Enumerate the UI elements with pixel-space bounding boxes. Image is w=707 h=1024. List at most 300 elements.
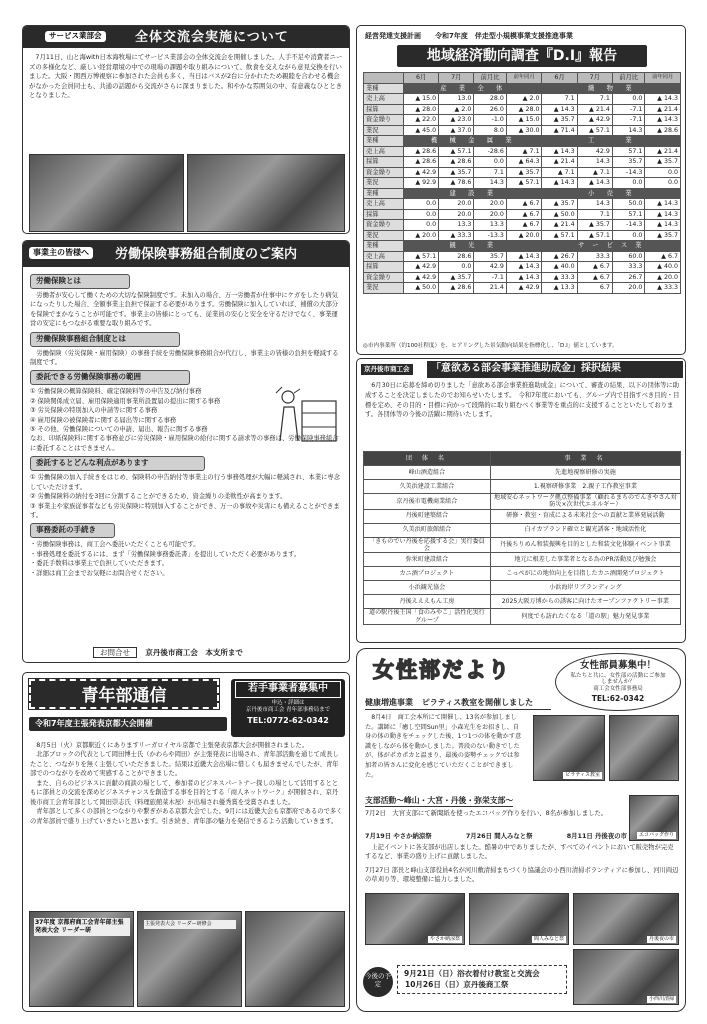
women-branch-1: 7月2日 大宮支部にて新聞紙を使ったエコバッグ作りを行い、8名が参加しました。	[365, 809, 608, 817]
youth-body-2: 北部ブロックの代表として岡田博士氏（かわらや岡田）が主張発表に出場され、青年部活動を通じて成長したこと、つながりを無く主張していただきました。結果は近畿大会出場に惜しくも届きませんでしたが、青年部でのつながりを改めて実感することができました。	[30, 751, 339, 778]
di-cell: ▲ 28.6	[439, 283, 474, 294]
labor-s4-heading: 委託するとどんな利点があります	[30, 456, 205, 471]
women-event-item: 8月11日 丹後夜の市	[566, 832, 627, 840]
di-col: 7月	[577, 73, 612, 84]
youth-photo-banner-1: 37年度 京都府商工会青年部主張発表大会 リーダー研	[34, 918, 130, 936]
grp-org: カニ酒プロジェクト	[364, 567, 491, 581]
di-cell: 7.1	[542, 94, 577, 105]
labor-s1-body: 労働者が安心して働くための大切な保険制度です。未加入の場合、万一労働者が仕事中にケガをしたり病気になったりした場合、全額事業主負担で保証する必要があります。労働保険に加入していれば、補償の大部分を保険でまかなうことが可能です。事業主の皆様にとっても、従業員の安心と安全を守るだけでなく、事業運営の安定にもつながる重要な取り組みです。	[30, 291, 339, 328]
youth-photo-3	[245, 911, 345, 1007]
women-photo-yasaka	[365, 893, 465, 945]
labor-s5-item: ・事務処理を委託するには、まず「労働保険事務委託書」を提出していただく必要があります。	[30, 550, 301, 558]
di-row-label: 売上高	[364, 199, 404, 210]
di-cell: ▲ 22.0	[404, 115, 439, 126]
di-cell: 6.7	[577, 283, 612, 294]
di-cell: ▲ 42.9	[404, 262, 439, 273]
di-col-cat: 業種	[364, 136, 404, 147]
di-cell: ▲ 40.0	[542, 262, 577, 273]
di-cell: 20.0	[612, 283, 644, 294]
di-col: 6月	[404, 73, 439, 84]
di-cell: 13.0	[439, 94, 474, 105]
di-section-header-row	[364, 83, 681, 94]
di-cell: ▲ 71.4	[542, 125, 577, 136]
di-section-right: サ ー ビ ス 業	[542, 241, 681, 252]
di-section	[356, 25, 686, 355]
grp-org: 「きものでい丹後を応援する会」実行委員会	[364, 537, 491, 553]
photo-caption: 間人みなと祭	[533, 935, 564, 942]
service-title: 全体交流会実施について	[135, 30, 289, 45]
di-cell: ▲ 14.3	[506, 272, 542, 283]
di-cell: ▲ 42.9	[506, 283, 542, 294]
youth-recruit-tel: TEL:0772-62-0342	[247, 716, 329, 726]
di-cell: ▲ 21.4	[645, 104, 681, 115]
di-cell: 28.0	[474, 94, 506, 105]
di-cell: 28.6	[439, 251, 474, 262]
di-cell: ▲ 23.0	[439, 115, 474, 126]
labor-s5-heading: 事務委託の手続き	[30, 523, 115, 538]
di-cell: 60.0	[612, 251, 644, 262]
di-cell: ▲ 6.7	[645, 251, 681, 262]
di-cell: 14.3	[577, 199, 612, 210]
women-branch-2-list	[365, 832, 627, 841]
women-future	[397, 965, 567, 994]
di-row	[364, 178, 681, 189]
labor-s4-item: ② 労働保険料の納付を3回に分割することができるため、資金繰りの柔軟性が高まります。	[30, 493, 287, 501]
di-cell: ▲ 21.4	[542, 220, 577, 231]
di-row-label: 業況	[364, 125, 404, 136]
di-cell: ▲ 21.4	[645, 146, 681, 157]
labor-s3-heading: 委託できる労働保険事務の範囲	[30, 370, 190, 385]
di-row-label: 業況	[364, 178, 404, 189]
di-row-label: 売上高	[364, 146, 404, 157]
di-cell: 35.7	[474, 251, 506, 262]
di-cell: ▲ 28.6	[404, 157, 439, 168]
di-cell: ▲ 92.9	[404, 178, 439, 189]
di-cell: 20.0	[474, 199, 506, 210]
di-cell: ▲ 6.7	[506, 209, 542, 220]
di-row	[364, 167, 681, 178]
di-cell: ▲ 14.3	[542, 146, 577, 157]
di-cell: ▲ 57.1	[439, 146, 474, 157]
women-recruit-tel: TEL:62-0342	[591, 694, 645, 704]
di-row-label: 売上高	[364, 251, 404, 262]
grp-org: 丹後えええもん工房	[364, 595, 491, 609]
di-row	[364, 262, 681, 273]
contact-label: お問合せ	[93, 647, 137, 658]
di-cell: ▲ 2.0	[439, 104, 474, 115]
di-cell: 57.1	[612, 209, 644, 220]
women-photo-konishi	[573, 949, 679, 1005]
di-table-body	[364, 83, 681, 293]
grp-table-wrap	[363, 451, 681, 625]
di-title-text: 地域経済動向調査『D.I』報告	[426, 48, 618, 64]
di-cell: ▲ 57.1	[577, 125, 612, 136]
motivated-title: 「意欲ある部会事業推進助成金」採択結果	[427, 361, 683, 378]
grp-org: 峰山酒造組合	[364, 466, 491, 480]
di-cell: 50.0	[612, 199, 644, 210]
di-cell: 13.3	[439, 220, 474, 231]
youth-body-1: 8月5日（火）京都駅近くにありますリーガロイヤル京都で主張発表京都大会が開催されました。	[36, 742, 309, 749]
di-cell: ▲ 33.3	[439, 230, 474, 241]
di-cell: -7.1	[612, 115, 644, 126]
di-cell: ▲ 21.4	[542, 157, 577, 168]
youth-section	[22, 672, 350, 1012]
di-cell: 7.1	[577, 209, 612, 220]
di-row	[364, 115, 681, 126]
di-col: 前月比	[474, 73, 506, 84]
labor-s3-item: ② 保険関係成立届、雇用保険適用事業所設置届の提出に関する事務	[30, 397, 221, 405]
grp-org: 久美浜建設工業組合	[364, 480, 491, 494]
di-cell: -14.3	[612, 220, 644, 231]
grp-row	[364, 537, 681, 553]
di-section-right: 織 物 業	[542, 83, 681, 94]
di-cell: ▲ 28.6	[404, 146, 439, 157]
youth-body	[30, 741, 344, 826]
di-row-label: 資金繰り	[364, 272, 404, 283]
di-cell: ▲ 42.9	[404, 272, 439, 283]
labor-s4-item: ③ 事業主や家族従事者なども労災保険に特別加入することができ、万一の事故や災害にも備えることができます。	[30, 502, 340, 519]
grp-table-body	[364, 466, 681, 625]
labor-content	[30, 271, 344, 578]
di-section-right: 工 業	[542, 136, 681, 147]
grp-project: 丹後ちりめん和装振興を目的とした和装文化体験イベント事業	[490, 537, 680, 553]
di-row-label: 採算	[364, 104, 404, 115]
di-cell: ▲ 14.3	[645, 94, 681, 105]
women-recruit-org: 商工会女性部事務局	[593, 686, 643, 693]
di-cell: 20.0	[439, 209, 474, 220]
di-section-left: 機 械 金 属 業	[404, 136, 542, 147]
di-row	[364, 220, 681, 231]
women-section	[356, 648, 686, 1012]
di-row	[364, 146, 681, 157]
youth-recruit-org: 京丹後市商工会 青年部事務局まで	[245, 707, 331, 714]
di-col: 前年同月	[506, 73, 542, 84]
di-cell: ▲ 37.0	[439, 125, 474, 136]
di-cell: ▲ 33.3	[645, 283, 681, 294]
di-cell: 35.7	[612, 157, 644, 168]
di-cell: ▲ 20.0	[506, 230, 542, 241]
labor-s3-item: なお、印紙保険料に関する事務並びに労災保険・雇用保険の給付に関する請求等の事務は、労働保険事務組合に委託することはできません。	[30, 435, 339, 452]
women-photo-pilates-1	[533, 715, 605, 781]
di-cell: ▲ 50.0	[542, 209, 577, 220]
grp-org: 小浜観光協会	[364, 581, 491, 595]
labor-s5-item: ・委託手数料は事業主で負担していただきます。	[30, 560, 169, 568]
di-section-header-row	[364, 188, 681, 199]
women-event-item: 7月26日 間人みなと祭	[465, 832, 533, 840]
youth-photo-2	[137, 911, 242, 1007]
youth-body-4: 青年部として多くの部員とつながりや繋ぎがある京都大会でした。9月には近畿大会も京都府であるので多くの青年部員で盛り上げていきたいと思います。引き続き、青年部の魅力を発信できるよう活動していきます。	[30, 808, 343, 825]
women-recruit	[555, 653, 681, 711]
office-illustration	[272, 383, 344, 445]
labor-s5-item: ・労働保険事務は、商工会へ委託いただくことも可能です。	[30, 541, 200, 549]
service-section	[22, 25, 350, 234]
photo-caption: 丹後夜の市	[648, 935, 674, 942]
motivated-tag: 京丹後市商工会	[361, 364, 413, 375]
di-cell: -1.0	[474, 115, 506, 126]
di-cell: ▲ 7.1	[577, 167, 612, 178]
grp-col2: 事 業 名	[490, 452, 680, 466]
di-row	[364, 94, 681, 105]
di-cell: ▲ 14.3	[506, 262, 542, 273]
di-col: 6月	[542, 73, 577, 84]
grp-project: こっぺがにの地位向上を目指したカニ酒開発プロジェクト	[490, 567, 680, 581]
di-cell: ▲ 15.0	[506, 115, 542, 126]
di-cell: ▲ 35.7	[506, 167, 542, 178]
grp-project: 白イカブランド確立と観光誘客・地域活性化	[490, 523, 680, 537]
photo-caption: 小西川清掃	[648, 995, 674, 1002]
di-col-cat	[364, 73, 404, 84]
youth-photo-banner-2: 主張発表大会 リーダー研修会	[144, 920, 236, 929]
di-cell: ▲ 14.3	[645, 209, 681, 220]
di-row	[364, 104, 681, 115]
di-cell: ▲ 42.9	[577, 115, 612, 126]
service-body: 7月11日、山と海with日本海牧場にてサービス業部会の全体交流会を開催しました。人手不足や消費者ニーズの多様化など、厳しい経営環境の中での現場の課題や取り組みについて、飲食を交えながら意見交換を行いました。大阪・関西万博視察に参加された会員も多く、当日はバスが2台に分かれたため親睦を合わせる機会がなかった会員同士も、共通の話題から交流がさらに深まりました。和やかな雰囲気の中、有意義なひとときとなりました。	[29, 53, 343, 100]
labor-contact	[93, 648, 243, 659]
women-future-label: 今後の予定	[363, 967, 393, 997]
di-cell: ▲ 45.0	[404, 125, 439, 136]
di-col-cat: 業種	[364, 188, 404, 199]
di-cell: 7.1	[577, 94, 612, 105]
di-cell: 33.3	[577, 251, 612, 262]
labor-title: 労働保険事務組合制度のご案内	[115, 247, 298, 262]
di-cell: 42.9	[577, 146, 612, 157]
grp-table	[363, 451, 681, 625]
di-cell: 0.0	[404, 199, 439, 210]
di-cell: 13.3	[474, 220, 506, 231]
di-row-label: 資金繰り	[364, 115, 404, 126]
di-section-left: 建 設 業	[404, 188, 542, 199]
grp-row	[364, 595, 681, 609]
di-col: 前月比	[612, 73, 644, 84]
youth-title	[29, 679, 219, 709]
youth-title-text: 青年部通信	[81, 686, 167, 706]
di-cell: ▲ 14.3	[577, 178, 612, 189]
labor-s5-item: ・詳細は商工会までお気軽にお問合せください。	[30, 569, 169, 577]
di-row	[364, 251, 681, 262]
di-row	[364, 272, 681, 283]
grp-org: 道の駅丹後王国「食のみやこ」活性化実行グループ	[364, 609, 491, 625]
grp-col1: 団 体 名	[364, 452, 491, 466]
di-cell: 0.0	[612, 94, 644, 105]
women-recruit-title: 女性部員募集中！	[579, 660, 656, 671]
labor-s3-item: ③ 労災保険の特別加入の申請等に関する事務	[30, 407, 158, 415]
di-cell: ▲ 7.1	[506, 146, 542, 157]
di-cell: ▲ 78.6	[439, 178, 474, 189]
di-cell: 14.3	[577, 157, 612, 168]
women-photo-ecobag	[629, 795, 679, 841]
di-subtitle: 経営発達支援計画 令和7年度 伴走型小規模事業支援推進事業	[365, 32, 573, 40]
women-event-heading	[365, 697, 551, 710]
di-cell: -13.3	[474, 230, 506, 241]
di-cell: ▲ 20.0	[404, 230, 439, 241]
di-cell: 0.0	[645, 167, 681, 178]
di-cell: ▲ 6.7	[577, 272, 612, 283]
grp-row	[364, 567, 681, 581]
grp-project: 何度でも訪れたくなる「道の駅」魅力発見事業	[490, 609, 680, 625]
di-row	[364, 157, 681, 168]
di-row	[364, 283, 681, 294]
women-photo-taiza	[469, 893, 569, 945]
grp-row	[364, 553, 681, 567]
di-cell: -14.3	[612, 167, 644, 178]
grp-row	[364, 466, 681, 480]
di-cell: ▲ 28.6	[645, 125, 681, 136]
di-cell: ▲ 14.3	[645, 199, 681, 210]
labor-s2-heading: 労働保険事務組合制度とは	[30, 332, 180, 347]
di-table	[363, 72, 681, 294]
di-cell: ▲ 50.0	[404, 283, 439, 294]
contact-text: 京丹後市商工会 本支所まで	[145, 648, 243, 658]
di-col: 前年同月	[645, 73, 681, 84]
women-event-title: ピラティス教室を開催しました	[421, 698, 534, 707]
photo-caption: ピラティス教室	[565, 771, 600, 778]
di-cell: 0.0	[645, 178, 681, 189]
motivated-section	[356, 358, 686, 643]
di-cell: -7.1	[474, 272, 506, 283]
youth-recruit	[231, 679, 345, 737]
di-section-header-row	[364, 241, 681, 252]
grp-org: 久美浜町旅館組合	[364, 523, 491, 537]
di-cell: ▲ 57.1	[506, 178, 542, 189]
di-cell: ▲ 14.3	[645, 115, 681, 126]
di-cell: 14.3	[474, 178, 506, 189]
di-cell: 21.4	[474, 283, 506, 294]
grp-row	[364, 609, 681, 625]
grp-project: 先進地視察研修の実施	[490, 466, 680, 480]
di-cell: ▲ 57.1	[404, 251, 439, 262]
di-row-label: 採算	[364, 157, 404, 168]
di-cell: 0.0	[474, 157, 506, 168]
di-note: ◎市内事業所（約100社程度）を、ヒアリングした景気動向結果を指標化し、「D.I」値としています。	[363, 343, 618, 349]
di-cell: ▲ 35.7	[645, 230, 681, 241]
di-row-label: 資金繰り	[364, 167, 404, 178]
grp-project: 小浜海岸リブランディング	[490, 581, 680, 595]
women-branch-2: 上記イベントに各支部が出店しました。酷暑の中でありましたが、すべてのイベントにおいて販売物が完売するなど、事業の盛り上げに貢献しました。	[365, 844, 674, 861]
grp-project: 地元に根差した事業者となる為のPR活動及び勉強会	[490, 553, 680, 567]
motivated-body: 6月30日に応募を締め切りました「意欲ある部会事業推進助成金」について、審査の結果、以下の団体等に助成することを決定しましたのでお知らせいたします。 令和7年度においても、グループ内で目指すべき目的・目標を定め、その目的・目標に向かって段階的に取り組むべく事業等を重点的に支援することといたしております。各団体等の今後の活躍に期待いたします。	[365, 382, 680, 419]
di-section-left: 産 業 全 体	[404, 83, 542, 94]
labor-s3-item: ① 労働保険の概算保険料、確定保険料等の申告及び納付事務	[30, 388, 202, 396]
di-row-label: 採算	[364, 209, 404, 220]
di-cell: 0.0	[439, 262, 474, 273]
di-cell: ▲ 7.1	[542, 167, 577, 178]
grp-org: 京丹後市電機商業組合	[364, 494, 491, 510]
youth-recruit-title: 若手事業者募集中	[235, 681, 341, 698]
di-cell: 20.0	[439, 199, 474, 210]
di-section-left: 観 光 業	[404, 241, 542, 252]
labor-s2-body: 労働保険（労災保険・雇用保険）の事務手続を労働保険事務組合が代行し、事業主の皆様の負担を軽減する制度です。	[30, 349, 339, 366]
di-cell: 20.0	[474, 209, 506, 220]
di-cell: ▲ 6.7	[506, 220, 542, 231]
di-cell: -7.1	[612, 104, 644, 115]
photo-caption: やさか納涼祭	[429, 935, 460, 942]
di-cell: ▲ 35.7	[645, 157, 681, 168]
labor-section	[22, 240, 350, 663]
di-cell: 33.3	[612, 262, 644, 273]
grp-row	[364, 509, 681, 523]
women-branch-3: 7月27日 部長と峰山支部役員4名が河川敷清掃まちづくり協議会の小西川清掃ボランティアに参加し、河川両辺の草刈り等、環境整備に協力しました。	[365, 867, 679, 884]
di-cell: ▲ 14.3	[542, 178, 577, 189]
di-cell: 8.0	[474, 125, 506, 136]
di-col-cat: 業種	[364, 83, 404, 94]
grp-project: 研修・教室・育成による未来社会への貢献と業界発展活動	[490, 509, 680, 523]
di-title	[397, 45, 647, 67]
service-tag: サービス業部会	[45, 31, 106, 42]
di-cell: ▲ 26.7	[542, 251, 577, 262]
youth-photo-1	[29, 911, 134, 1007]
women-event-body: 8月4日 商工会本所にて開催し、13名が参加しました。講師に「癒し空間Sun里」小森光生をお招きし、自身の体の動きをチェックした後、1つ1つの体を動かす意識をしながら体を動かしました。普段のない動きでしたが、体がポカポカと温まり、最後の姿勢チェックでは参加者の皆さんに変化を感じていただくことができました。	[365, 714, 522, 779]
labor-s3-list	[30, 387, 344, 453]
di-section-header-row	[364, 136, 681, 147]
grp-row	[364, 581, 681, 595]
women-branch-title: 支部活動～峰山・大宮・丹後・弥栄支部～	[365, 795, 513, 807]
di-cell: 0.0	[612, 230, 644, 241]
di-cell: ▲ 35.7	[577, 220, 612, 231]
women-recruit-body: 私たちと共に、女性部の活動にご参加しませんか？	[570, 672, 666, 686]
di-col: 7月	[439, 73, 474, 84]
grp-project: 地域安心ネットワーク拠点整備事業（顧れるまちのでんきやさん対防災×次世代エネルギー）	[490, 494, 680, 510]
di-cell: ▲ 6.7	[506, 199, 542, 210]
di-cell: 26.0	[474, 104, 506, 115]
youth-body-3: また、自らのビジネスに貢献の商談の場として、参加者のビジネスパートナー探しの場として活用するとともに部員との交流を深めビジネスチャンスを創造する事を目的とする「商人ネットワーク」が開催され、京丹後市商工会青年部として岡田崇志氏（料理旅館菜木屋）が出場され優秀賞を受賞されました。	[30, 779, 339, 806]
grp-org: 丹後町建築組合	[364, 509, 491, 523]
di-row	[364, 199, 681, 210]
di-cell: 0.0	[404, 209, 439, 220]
di-row-label: 採算	[364, 262, 404, 273]
di-cell: ▲ 28.0	[404, 104, 439, 115]
women-future-1: 9月21日（日）浴衣着付け教室と交流会	[404, 969, 540, 978]
di-cell: 42.9	[474, 262, 506, 273]
di-row	[364, 125, 681, 136]
youth-recruit-sub: 申込・詳細は	[271, 699, 305, 706]
labor-s3-item: ⑤ その他、労働保険についての申請、届出、報告に関する事務	[30, 426, 208, 433]
di-cell: ▲ 21.4	[577, 104, 612, 115]
di-cell: ▲ 57.1	[542, 230, 577, 241]
grp-project: 2025大阪万博からの誘客に向けたオープンファクトリー事業	[490, 595, 680, 609]
labor-s3-item: ④ 雇用保険の被保険者に関する届出等に関する事務	[30, 416, 177, 424]
di-cell: ▲ 13.3	[542, 283, 577, 294]
di-cell: ▲ 42.9	[404, 167, 439, 178]
di-cell: ▲ 14.3	[506, 251, 542, 262]
labor-s1-heading: 労働保険とは	[30, 274, 130, 289]
grp-project: 1.視察研修事業 2.親子工作教室事業	[490, 480, 680, 494]
di-cell: ▲ 2.0	[506, 94, 542, 105]
di-cell: 0.0	[404, 220, 439, 231]
di-row	[364, 209, 681, 220]
di-cell: ▲ 30.0	[506, 125, 542, 136]
women-future-2: 10月26日（日）京丹後商工祭	[405, 980, 509, 990]
di-cell: ▲ 20.0	[645, 272, 681, 283]
di-cell: ▲ 14.3	[542, 104, 577, 115]
women-photo-pilates-2	[609, 715, 679, 781]
labor-s4-item: ① 労働保険の加入手続きをはじめ、保険料の申告納付等事業主の行う事務処理が大幅に軽減され、本業に専念していただけます。	[30, 474, 341, 491]
di-cell: ▲ 15.0	[404, 94, 439, 105]
women-event-item: 7月19日 やさか納涼祭	[365, 832, 432, 840]
youth-heading: 令和7年度主張発表京都大会開催	[29, 717, 227, 731]
di-cell: ▲ 35.7	[542, 115, 577, 126]
women-title: 女性部だより	[373, 658, 511, 682]
grp-row	[364, 523, 681, 537]
grp-org: 弥栄町建設組合	[364, 553, 491, 567]
grp-row	[364, 494, 681, 510]
di-section-right: 小 売 業	[542, 188, 681, 199]
di-cell: ▲ 35.7	[439, 272, 474, 283]
di-row-label: 資金繰り	[364, 220, 404, 231]
di-cell: 7.1	[474, 167, 506, 178]
di-cell: ▲ 6.7	[577, 262, 612, 273]
grp-row	[364, 480, 681, 494]
di-table-wrap	[363, 72, 681, 294]
